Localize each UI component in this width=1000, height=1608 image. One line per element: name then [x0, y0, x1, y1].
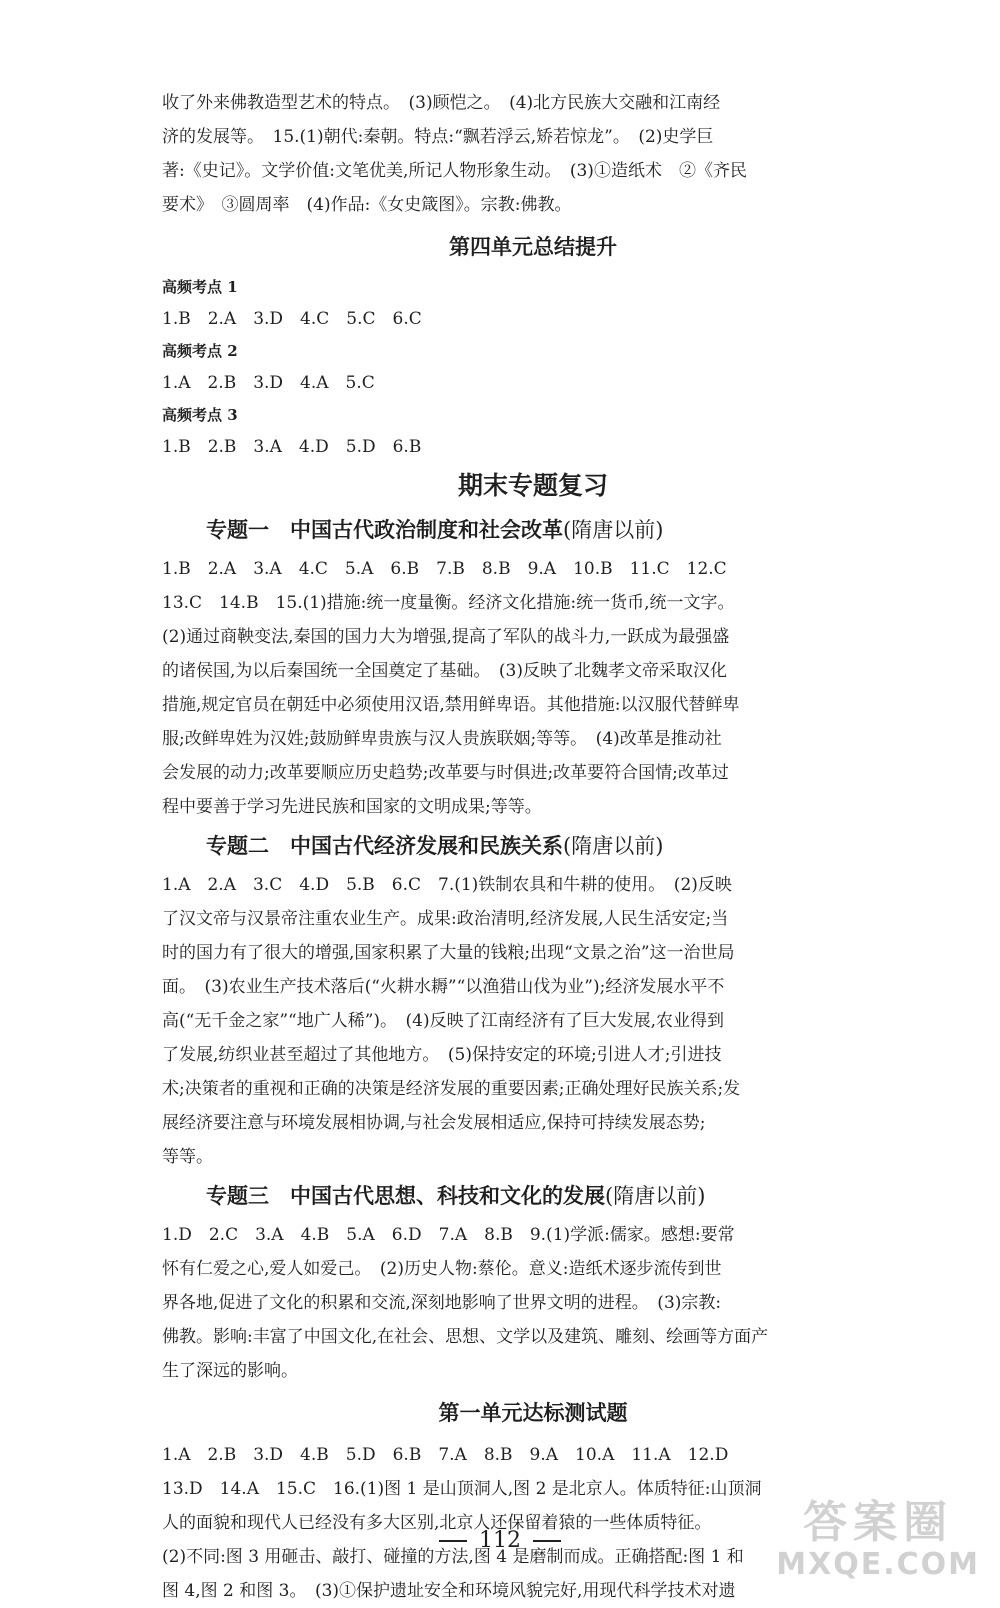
text-line: 的诸侯国,为以后秦国统一全国奠定了基础。 (3)反映了北魏孝文帝采取汉化: [162, 661, 727, 681]
text-line: 服;改鲜卑姓为汉姓;鼓励鲜卑贵族与汉人贵族联姻;等等。 (4)改革是推动社: [162, 729, 722, 749]
site-watermark: [776, 1498, 980, 1582]
unit1-test-title: 第一单元达标测试题: [438, 1400, 628, 1425]
topic-title-text: 专题三 中国古代思想、科技和文化的发展: [206, 1183, 605, 1208]
text-line: 怀有仁爱之心,爱人如爱己。 (2)历史人物:蔡伦。意义:造纸术逐步流传到世: [162, 1259, 722, 1279]
point-answers: 1.A 2.B 3.D 4.A 5.C: [162, 373, 375, 393]
text-line: 术;决策者的重视和正确的决策是经济发展的重要因素;正确处理好民族关系;发: [162, 1079, 741, 1099]
topic-title-paren: (隋唐以前): [605, 1184, 706, 1208]
text-line: 展经济要注意与环境发展相协调,与社会发展相适应,保持可持续发展态势;: [162, 1113, 706, 1133]
topic-title-paren: (隋唐以前): [563, 834, 664, 858]
text-line: 措施,规定官员在朝廷中必须使用汉语,禁用鲜卑语。其他措施:以汉服代替鲜卑: [162, 695, 740, 715]
unit4-title: 第四单元总结提升: [449, 234, 617, 259]
text-line: 要术》 ③圆周率 (4)作品:《女史箴图》。宗教:佛教。: [162, 195, 572, 215]
text-line: 佛教。影响:丰富了中国文化,在社会、思想、文学以及建筑、雕刻、绘画等方面产: [162, 1327, 769, 1347]
final-review-section: [162, 464, 904, 1388]
page-number-value: 112: [479, 1528, 521, 1553]
text-line: 高(“无千金之家”“地广人稀”)。 (4)反映了江南经济有了巨大发展,农业得到: [162, 1011, 725, 1031]
text-line: 1.B 2.A 3.A 4.C 5.A 6.B 7.B 8.B 9.A 10.B 11.C 12.C: [162, 559, 727, 579]
point-answers: 1.B 2.B 3.A 4.D 5.D 6.B: [162, 437, 422, 457]
page-number-right-dash: [533, 1540, 561, 1542]
point-label: 高频考点 1: [162, 278, 238, 296]
topic-3: [162, 1174, 904, 1388]
point-answers: 1.B 2.A 3.D 4.C 5.C 6.C: [162, 309, 422, 329]
text-line: 了发展,纺织业甚至超过了其他地方。 (5)保持安定的环境;引进人才;引进技: [162, 1045, 722, 1065]
page-number-left-dash: [439, 1540, 467, 1542]
point-label: 高频考点 2: [162, 342, 238, 360]
text-line: 面。 (3)农业生产技术落后(“火耕水耨”“以渔猎山伐为业”);经济发展水平不: [162, 977, 725, 997]
text-line: 1.A 2.B 3.D 4.B 5.D 6.B 7.A 8.B 9.A 10.A 11.A 12.D: [162, 1445, 729, 1465]
topic-2: [162, 824, 904, 1174]
text-line: 人的面貌和现代人已经没有多大区别,北京人还保留着猿的一些体质特征。: [162, 1513, 712, 1533]
watermark-domain: MXQE.COM: [776, 1547, 980, 1582]
topic-title: [162, 508, 904, 552]
text-line: 著:《史记》。文学价值:文笔优美,所记人物形象生动。 (3)①造纸术 ②《齐民: [162, 161, 747, 181]
text-line: (2)不同:图 3 用砸击、敲打、碰撞的方法,图 4 是磨制而成。正确搭配:图 1 和: [162, 1547, 744, 1567]
topic-title-text: 专题二 中国古代经济发展和民族关系: [206, 833, 563, 858]
text-line: 等等。: [162, 1147, 213, 1167]
text-line: 图 4,图 2 和图 3。 (3)①保护遗址安全和环境风貌完好,用现代科学技术对遗: [162, 1581, 736, 1601]
text-line: 界各地,促进了文化的积累和交流,深刻地影响了世界文明的进程。 (3)宗教:: [162, 1293, 722, 1313]
unit4-section: [162, 222, 904, 464]
text-line: (2)通过商鞅变法,秦国的国力大为增强,提高了军队的战斗力,一跃成为最强盛: [162, 627, 730, 647]
topic-1: [162, 508, 904, 824]
text-line: 1.D 2.C 3.A 4.B 5.A 6.D 7.A 8.B 9.(1)学派:儒家。感想:要常: [162, 1225, 735, 1245]
text-line: 1.A 2.A 3.C 4.D 5.B 6.C 7.(1)铁制农具和牛耕的使用。 (2)反映: [162, 875, 732, 895]
text-line: 生了深远的影响。: [162, 1361, 298, 1381]
watermark-logo-text: 答案圈: [803, 1497, 954, 1548]
text-line: 济的发展等。 15.(1)朝代:秦朝。特点:“飘若浮云,矫若惊龙”。 (2)史学巨: [162, 127, 714, 147]
topic-title: [162, 824, 904, 868]
topic-title: [162, 1174, 904, 1218]
topic-title-text: 专题一 中国古代政治制度和社会改革: [206, 517, 563, 542]
topic-title-paren: (隋唐以前): [563, 518, 664, 542]
text-line: 时的国力有了很大的增强,国家积累了大量的钱粮;出现“文景之治”这一治世局: [162, 943, 735, 963]
text-line: 程中要善于学习先进民族和国家的文明成果;等等。: [162, 797, 542, 817]
text-line: 13.D 14.A 15.C 16.(1)图 1 是山顶洞人,图 2 是北京人。体质特征:山顶洞: [162, 1479, 762, 1499]
text-line: 13.C 14.B 15.(1)措施:统一度量衡。经济文化措施:统一货币,统一文字。: [162, 593, 735, 613]
final-review-title: 期末专题复习: [457, 471, 608, 500]
answer-page: [162, 86, 904, 1608]
point-label: 高频考点 3: [162, 406, 238, 424]
text-line: 了汉文帝与汉景帝注重农业生产。成果:政治清明,经济发展,人民生活安定;当: [162, 909, 729, 929]
text-line: 会发展的动力;改革要顺应历史趋势;改革要与时俱进;改革要符合国情;改革过: [162, 763, 729, 783]
text-line: 收了外来佛教造型艺术的特点。 (3)顾恺之。 (4)北方民族大交融和江南经: [162, 93, 721, 113]
intro-paragraph: [162, 86, 904, 222]
